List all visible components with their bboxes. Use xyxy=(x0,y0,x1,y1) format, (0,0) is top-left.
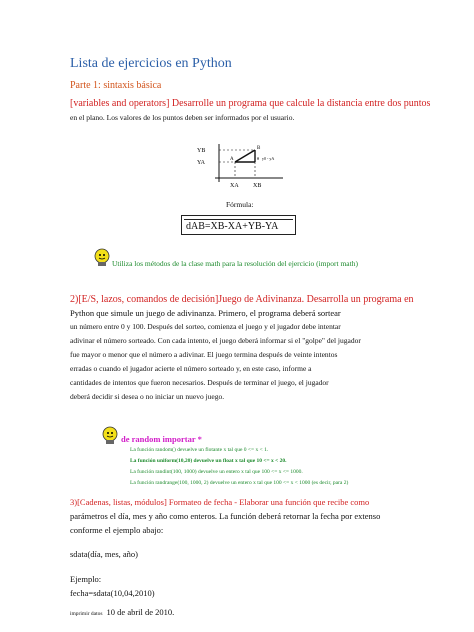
exercise-3-line-2: conforme el ejemplo abajo: xyxy=(70,525,164,535)
formula-overbar xyxy=(184,219,293,220)
exercise-2-line-6: cantidades de intentos que fueron necesarios. Después de terminar el juego, el jugador xyxy=(70,378,329,387)
exercise-3-line-1: parámetros el día, mes y año como enteros. La función deberá retornar la fecha por extenso xyxy=(70,511,381,521)
formula-text: dAB=XB-XA+YB-YA xyxy=(186,221,279,232)
example-label: Ejemplo: xyxy=(70,574,102,584)
exercise-3-heading: 3)[Cadenas, listas, módulos] Formateo de fecha - Elaborar una función que recibe como xyxy=(70,497,370,507)
label-yb: YB xyxy=(197,148,206,154)
document-title: Lista de ejercicios en Python xyxy=(70,56,232,71)
print-keyword: imprimir datos xyxy=(70,611,103,617)
exercise-1-text: en el plano. Los valores de los puntos deben ser informados por el usuario. xyxy=(70,113,295,122)
exercise-2-line-7: deberá decidir si desea o no iniciar un nuevo juego. xyxy=(70,392,225,401)
theta-label: θ xyxy=(257,156,260,161)
lightbulb-face-icon xyxy=(92,248,114,268)
point-b-label: B xyxy=(257,146,261,151)
tip-uniform-line: La función uniform(10,20) devuelve un float x tal que 10 <= x < 20. xyxy=(130,458,287,464)
exercise-1-heading: [variables and operators] Desarrolle un programa que calcule la distancia entre dos puntos xyxy=(70,98,431,109)
label-ya: YA xyxy=(197,160,206,166)
formula-label: Fórmula: xyxy=(226,200,254,209)
tip-random-line: La función random() devuelve un flotante x tal que 0 <= x < 1. xyxy=(130,447,269,453)
exercise-2-line-2: un número entre 0 y 100. Después del sorteo, comienza el juego y el jugador debe intentar xyxy=(70,322,341,331)
exercise-2-line-4: fue mayor o menor que el número a adivinar. El juego termina después de veinte intentos xyxy=(70,350,338,359)
tip-randrange-line: La función randrange(100, 1000, 2) devuelve un entero x tal que 100 <= x < 1000 (es decir, para 2) xyxy=(130,480,349,486)
lightbulb-face-icon xyxy=(100,426,122,446)
exercise-2-line-1: Python que simule un juego de adivinanza. Primero, el programa deberá sortear xyxy=(70,308,341,318)
part-heading: Parte 1: sintaxis básica xyxy=(70,80,162,91)
tip-random-title: de random importar * xyxy=(121,434,202,444)
function-signature: sdata(día, mes, año) xyxy=(70,549,138,559)
example-output xyxy=(70,602,174,620)
tip-math: Utiliza los métodos de la clase math para la resolución del ejercicio (import math) xyxy=(112,259,358,268)
tip-randint-line: La función randint(100, 1000) devuelve un entero x tal que 100 <= x <= 1000. xyxy=(130,469,303,475)
point-a-label: A xyxy=(230,157,234,162)
side-label: y0 - yA xyxy=(262,156,275,161)
formula-box xyxy=(181,215,296,235)
exercise-2-line-5: erradas o cuando el jugador acierte el número sorteado y, en este caso, informe a xyxy=(70,364,312,373)
example-call: fecha=sdata(10,04,2010) xyxy=(70,588,155,598)
label-xb: XB xyxy=(253,183,262,189)
distance-diagram xyxy=(195,140,285,194)
exercise-2-heading: 2)[E/S, lazos, comandos de decisión]Juego de Adivinanza. Desarrolla un programa en xyxy=(70,294,414,305)
print-value: 10 de abril de 2010. xyxy=(106,607,175,617)
label-xa: XA xyxy=(230,183,239,189)
exercise-2-line-3: adivinar el número sorteado. Con cada intento, el juego deberá informar si el "golpe" del jugador xyxy=(70,336,361,345)
